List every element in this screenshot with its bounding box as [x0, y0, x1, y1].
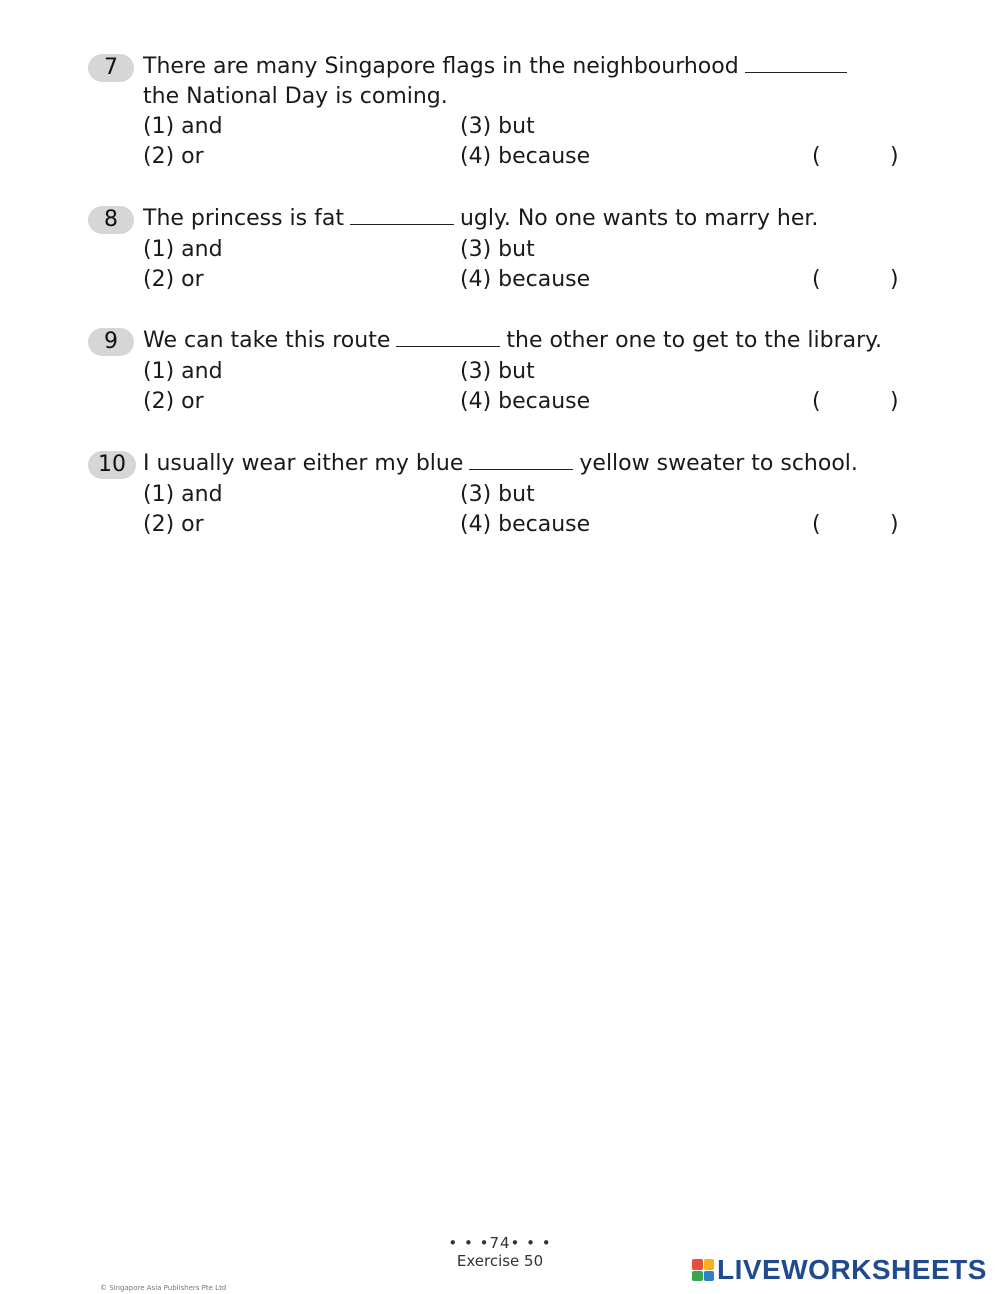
- option-3: (3) but: [460, 359, 535, 384]
- option-1: (1) and: [143, 482, 223, 507]
- answer-paren-close: ): [890, 267, 899, 292]
- option-2: (2) or: [143, 512, 204, 537]
- option-4: (4) because: [460, 267, 591, 292]
- question-stem: We can take this route the other one to get to the library.: [143, 328, 883, 353]
- option-3: (3) but: [460, 482, 535, 507]
- question-7: [88, 54, 908, 179]
- option-3: (3) but: [460, 237, 535, 262]
- option-1: (1) and: [143, 359, 223, 384]
- option-2: (2) or: [143, 267, 204, 292]
- brand-name: LIVEWORKSHEETS: [717, 1254, 987, 1285]
- question-number: 9: [88, 328, 134, 356]
- answer-paren-close: ): [890, 389, 899, 414]
- answer-blank: [745, 52, 847, 73]
- answer-paren-close: ): [890, 512, 899, 537]
- answer-blank: [469, 449, 573, 470]
- liveworksheets-logo[interactable]: [692, 1254, 987, 1286]
- question-stem: I usually wear either my blue yellow sweater to school.: [143, 451, 858, 476]
- question-number: 7: [88, 54, 134, 82]
- option-4: (4) because: [460, 512, 591, 537]
- liveworksheets-icon: [692, 1259, 714, 1281]
- question-9: [88, 328, 908, 423]
- copyright-notice: © Singapore Asia Publishers Pte Ltd: [100, 1284, 227, 1292]
- option-2: (2) or: [143, 389, 204, 414]
- answer-paren-open: (: [812, 144, 821, 169]
- answer-paren-open: (: [812, 389, 821, 414]
- option-1: (1) and: [143, 237, 223, 262]
- option-4: (4) because: [460, 144, 591, 169]
- answer-blank: [396, 326, 500, 347]
- question-8: [88, 206, 908, 301]
- answer-paren-open: (: [812, 512, 821, 537]
- question-number: 8: [88, 206, 134, 234]
- option-4: (4) because: [460, 389, 591, 414]
- question-stem-line2: the National Day is coming.: [143, 84, 448, 109]
- question-stem: The princess is fat ugly. No one wants to marry her.: [143, 206, 819, 231]
- question-number: 10: [88, 451, 136, 479]
- question-10: [88, 451, 908, 546]
- option-1: (1) and: [143, 114, 223, 139]
- exercise-label: Exercise 50: [456, 1252, 544, 1270]
- option-2: (2) or: [143, 144, 204, 169]
- question-stem: There are many Singapore flags in the neighbourhood: [143, 52, 847, 82]
- answer-blank: [350, 204, 454, 225]
- answer-paren-close: ): [890, 144, 899, 169]
- page-number: • • •74• • •: [448, 1234, 552, 1252]
- answer-paren-open: (: [812, 267, 821, 292]
- option-3: (3) but: [460, 114, 535, 139]
